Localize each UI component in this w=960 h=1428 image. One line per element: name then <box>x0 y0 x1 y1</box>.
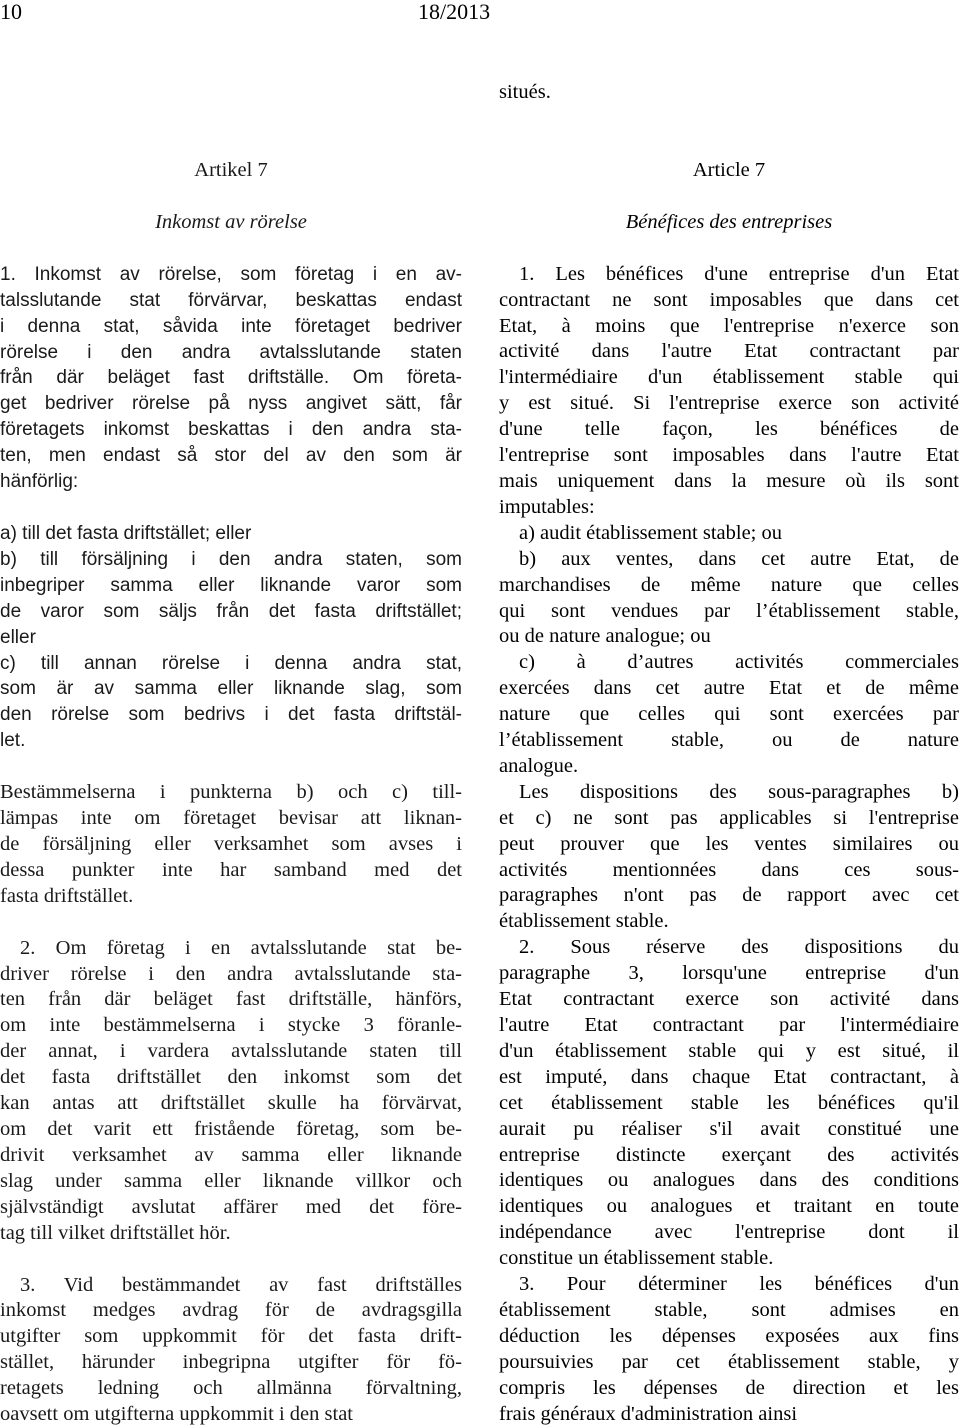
text-line: kan antas att driftstället skulle ha förvärvat, <box>0 1092 462 1115</box>
text-line: ten, men endast så stor del av den som är <box>0 445 462 467</box>
text-line: om det varit ett fristående företag, som be- <box>0 1118 462 1140</box>
text-line: l’établissement stable, ou de nature <box>499 729 959 752</box>
text-line: hänförlig: <box>0 471 79 493</box>
text-line: analogue. <box>499 754 579 777</box>
fr-paragraph-2 <box>499 935 959 1272</box>
text-line: talsslutande stat förvärvar, beskattas endast <box>0 289 462 311</box>
sv-article-subtitle: Inkomst av rörelse <box>155 210 307 233</box>
text-line: den rörelse som bedrivs i det fasta driftstäl- <box>0 704 462 726</box>
text-line: exercées dans cet autre Etat et de même <box>499 677 959 700</box>
text-line: eller <box>0 626 36 648</box>
swedish-column <box>0 80 462 1428</box>
text-line: mais uniquement dans la mesure où ils sont <box>499 469 959 492</box>
text-line: der annat, i vardera avtalsslutande staten till <box>0 1040 462 1063</box>
text-line: det fasta driftstället den inkomst som det <box>0 1066 462 1089</box>
sv-paragraph-1 <box>0 262 462 495</box>
text-line: företagets inkomst beskattas i den andra sta- <box>0 419 462 441</box>
fr-paragraph-1 <box>499 262 959 521</box>
text-line: let. <box>0 730 26 752</box>
text-line: 1. Inkomst av rörelse, som företag i en av- <box>0 263 462 285</box>
text-line: déduction les dépenses exposées aux fins <box>499 1324 959 1347</box>
text-line: c) à d’autres activités commerciales <box>519 651 959 674</box>
text-line: inbegriper samma eller liknande varor som <box>0 574 462 596</box>
text-line: peut prouver que les ventes similaires ou <box>499 832 959 855</box>
text-line: de försäljning eller verksamhet som avses i <box>0 832 462 855</box>
fr-top-fragment: situés. <box>499 81 551 103</box>
text-line: inkomst medges avdrag för de avdragsgilla <box>0 1299 462 1322</box>
text-line: imputables: <box>499 495 595 518</box>
text-line: indépendance avec l'entreprise dont il <box>499 1221 959 1244</box>
fr-provisions <box>499 780 959 935</box>
text-line: poursuivies par cet établissement stable, y <box>499 1350 959 1373</box>
text-line: dessa punkter inte har samband med det <box>0 858 462 881</box>
sv-paragraph-2 <box>0 936 462 1247</box>
text-line: établissement stable. <box>499 910 669 933</box>
text-line: 1. Les bénéfices d'une entreprise d'un Etat <box>519 262 959 285</box>
page-number: 10 <box>0 0 22 24</box>
text-line: 3. Vid bestämmandet av fast driftställes <box>20 1273 462 1296</box>
fr-article-subtitle: Bénéfices des entreprises <box>625 210 833 233</box>
text-line: 3. Pour déterminer les bénéfices d'un <box>519 1273 959 1296</box>
text-line: slag under samma eller liknande villkor och <box>0 1169 462 1192</box>
text-line: drivit verksamhet av samma eller liknande <box>0 1143 462 1166</box>
text-line: driver rörelse i den andra avtalsslutande sta- <box>0 962 462 985</box>
text-line: get bedriver rörelse på nyss angivet sätt, får <box>0 393 462 415</box>
text-line: identiques ou analogues dans des conditions <box>499 1169 959 1192</box>
fr-item-b <box>499 547 959 651</box>
text-line: l'entreprise sont imposables dans l'autre Etat <box>499 444 959 467</box>
text-line: contractant ne sont imposables que dans cet <box>499 288 959 311</box>
text-line: tag till vilket driftstället hör. <box>0 1221 231 1244</box>
text-line: Les dispositions des sous-paragraphes b) <box>519 780 959 803</box>
text-line: marchandises de même nature que celles <box>499 573 959 596</box>
text-line: établissement stable, sont admises en <box>499 1298 959 1321</box>
text-line: entreprise distincte exerçant des activités <box>499 1143 959 1166</box>
text-line: nature que celles qui sont exercées par <box>499 703 959 726</box>
text-line: som är av samma eller liknande slag, som <box>0 678 462 700</box>
text-line: lämpas inte om företaget bevisar att liknan- <box>0 807 462 830</box>
text-line: i denna stat, såvida inte företaget bedriver <box>0 315 462 337</box>
text-line: retagets ledning och allmänna förvaltning, <box>0 1377 462 1400</box>
sv-item-b <box>0 547 462 651</box>
fr-item-a: a) audit établissement stable; ou <box>519 521 783 544</box>
sv-paragraph-3 <box>0 1273 462 1428</box>
text-line: rörelse i den andra avtalsslutande staten <box>0 341 462 363</box>
sv-item-a: a) till det fasta driftstället; eller <box>0 522 252 544</box>
text-line: aurait pu réaliser s'il avait constitué une <box>499 1117 959 1140</box>
fr-paragraph-3 <box>499 1272 959 1427</box>
text-line: frais généraux d'administration ainsi <box>499 1402 798 1425</box>
text-line: de varor som säljs från det fasta driftstället; <box>0 600 462 622</box>
text-line: från där beläget fast driftställe. Om företa- <box>0 367 462 389</box>
text-line: b) aux ventes, dans cet autre Etat, de <box>519 547 959 570</box>
text-line: est imputé, dans chaque Etat contractant, à <box>499 1065 959 1088</box>
sv-item-c <box>0 651 462 755</box>
text-line: 2. Om företag i en avtalsslutande stat be- <box>20 936 462 959</box>
sv-provisions <box>0 780 462 910</box>
text-line: ten från där beläget fast driftställe, hänförs, <box>0 988 462 1011</box>
text-line: l'intermédiaire d'un établissement stable qui <box>499 366 959 389</box>
text-line: compris les dépenses de direction et les <box>499 1376 959 1399</box>
text-line: paragraphe 3, lorsqu'une entreprise d'un <box>499 962 959 985</box>
issue-number: 18/2013 <box>418 0 491 24</box>
text-line: d'un établissement stable qui y est situé, il <box>499 1039 959 1062</box>
text-line: d'une telle façon, les bénéfices de <box>499 418 959 441</box>
text-line: ou de nature analogue; ou <box>499 625 711 648</box>
text-line: Bestämmelserna i punkterna b) och c) till- <box>0 781 462 804</box>
text-line: activité dans l'autre Etat contractant par <box>499 340 959 363</box>
text-line: y est situé. Si l'entreprise exerce son activité <box>499 392 959 415</box>
text-line: om inte bestämmelserna i stycke 3 föranle- <box>0 1014 462 1037</box>
text-line: oavsett om utgifterna uppkommit i den stat <box>0 1403 353 1426</box>
text-line: constitue un établissement stable. <box>499 1247 774 1270</box>
text-line: l'autre Etat contractant par l'intermédiaire <box>499 1014 959 1036</box>
french-column <box>499 80 959 1428</box>
text-line: c) till annan rörelse i denna andra stat, <box>0 652 462 674</box>
text-line: qui sont vendues par l’établissement stable, <box>499 599 959 622</box>
sv-article-title: Artikel 7 <box>194 159 268 181</box>
text-line: Etat contractant exerce son activité dans <box>499 988 959 1011</box>
text-line: cet établissement stable les bénéfices qu'il <box>499 1091 959 1114</box>
text-line: identiques ou analogues et traitant en toute <box>499 1195 959 1218</box>
text-line: et c) ne sont pas applicables si l'entreprise <box>499 806 959 829</box>
text-line: utgifter som uppkommit för det fasta drift- <box>0 1325 462 1348</box>
text-line: 2. Sous réserve des dispositions du <box>519 936 959 959</box>
fr-item-c <box>499 650 959 780</box>
text-line: activités mentionnées dans ces sous- <box>499 858 959 881</box>
text-line: självständigt avslutat affärer med det före- <box>0 1195 462 1218</box>
text-line: b) till försäljning i den andra staten, som <box>0 548 462 570</box>
text-line: stället, härunder inbegripna utgifter för fö- <box>0 1351 462 1374</box>
text-line: paragraphes n'ont pas de rapport avec cet <box>499 884 959 907</box>
fr-article-title: Article 7 <box>692 158 766 181</box>
text-line: Etat, à moins que l'entreprise n'exerce son <box>499 314 959 337</box>
text-line: fasta driftstället. <box>0 884 134 907</box>
